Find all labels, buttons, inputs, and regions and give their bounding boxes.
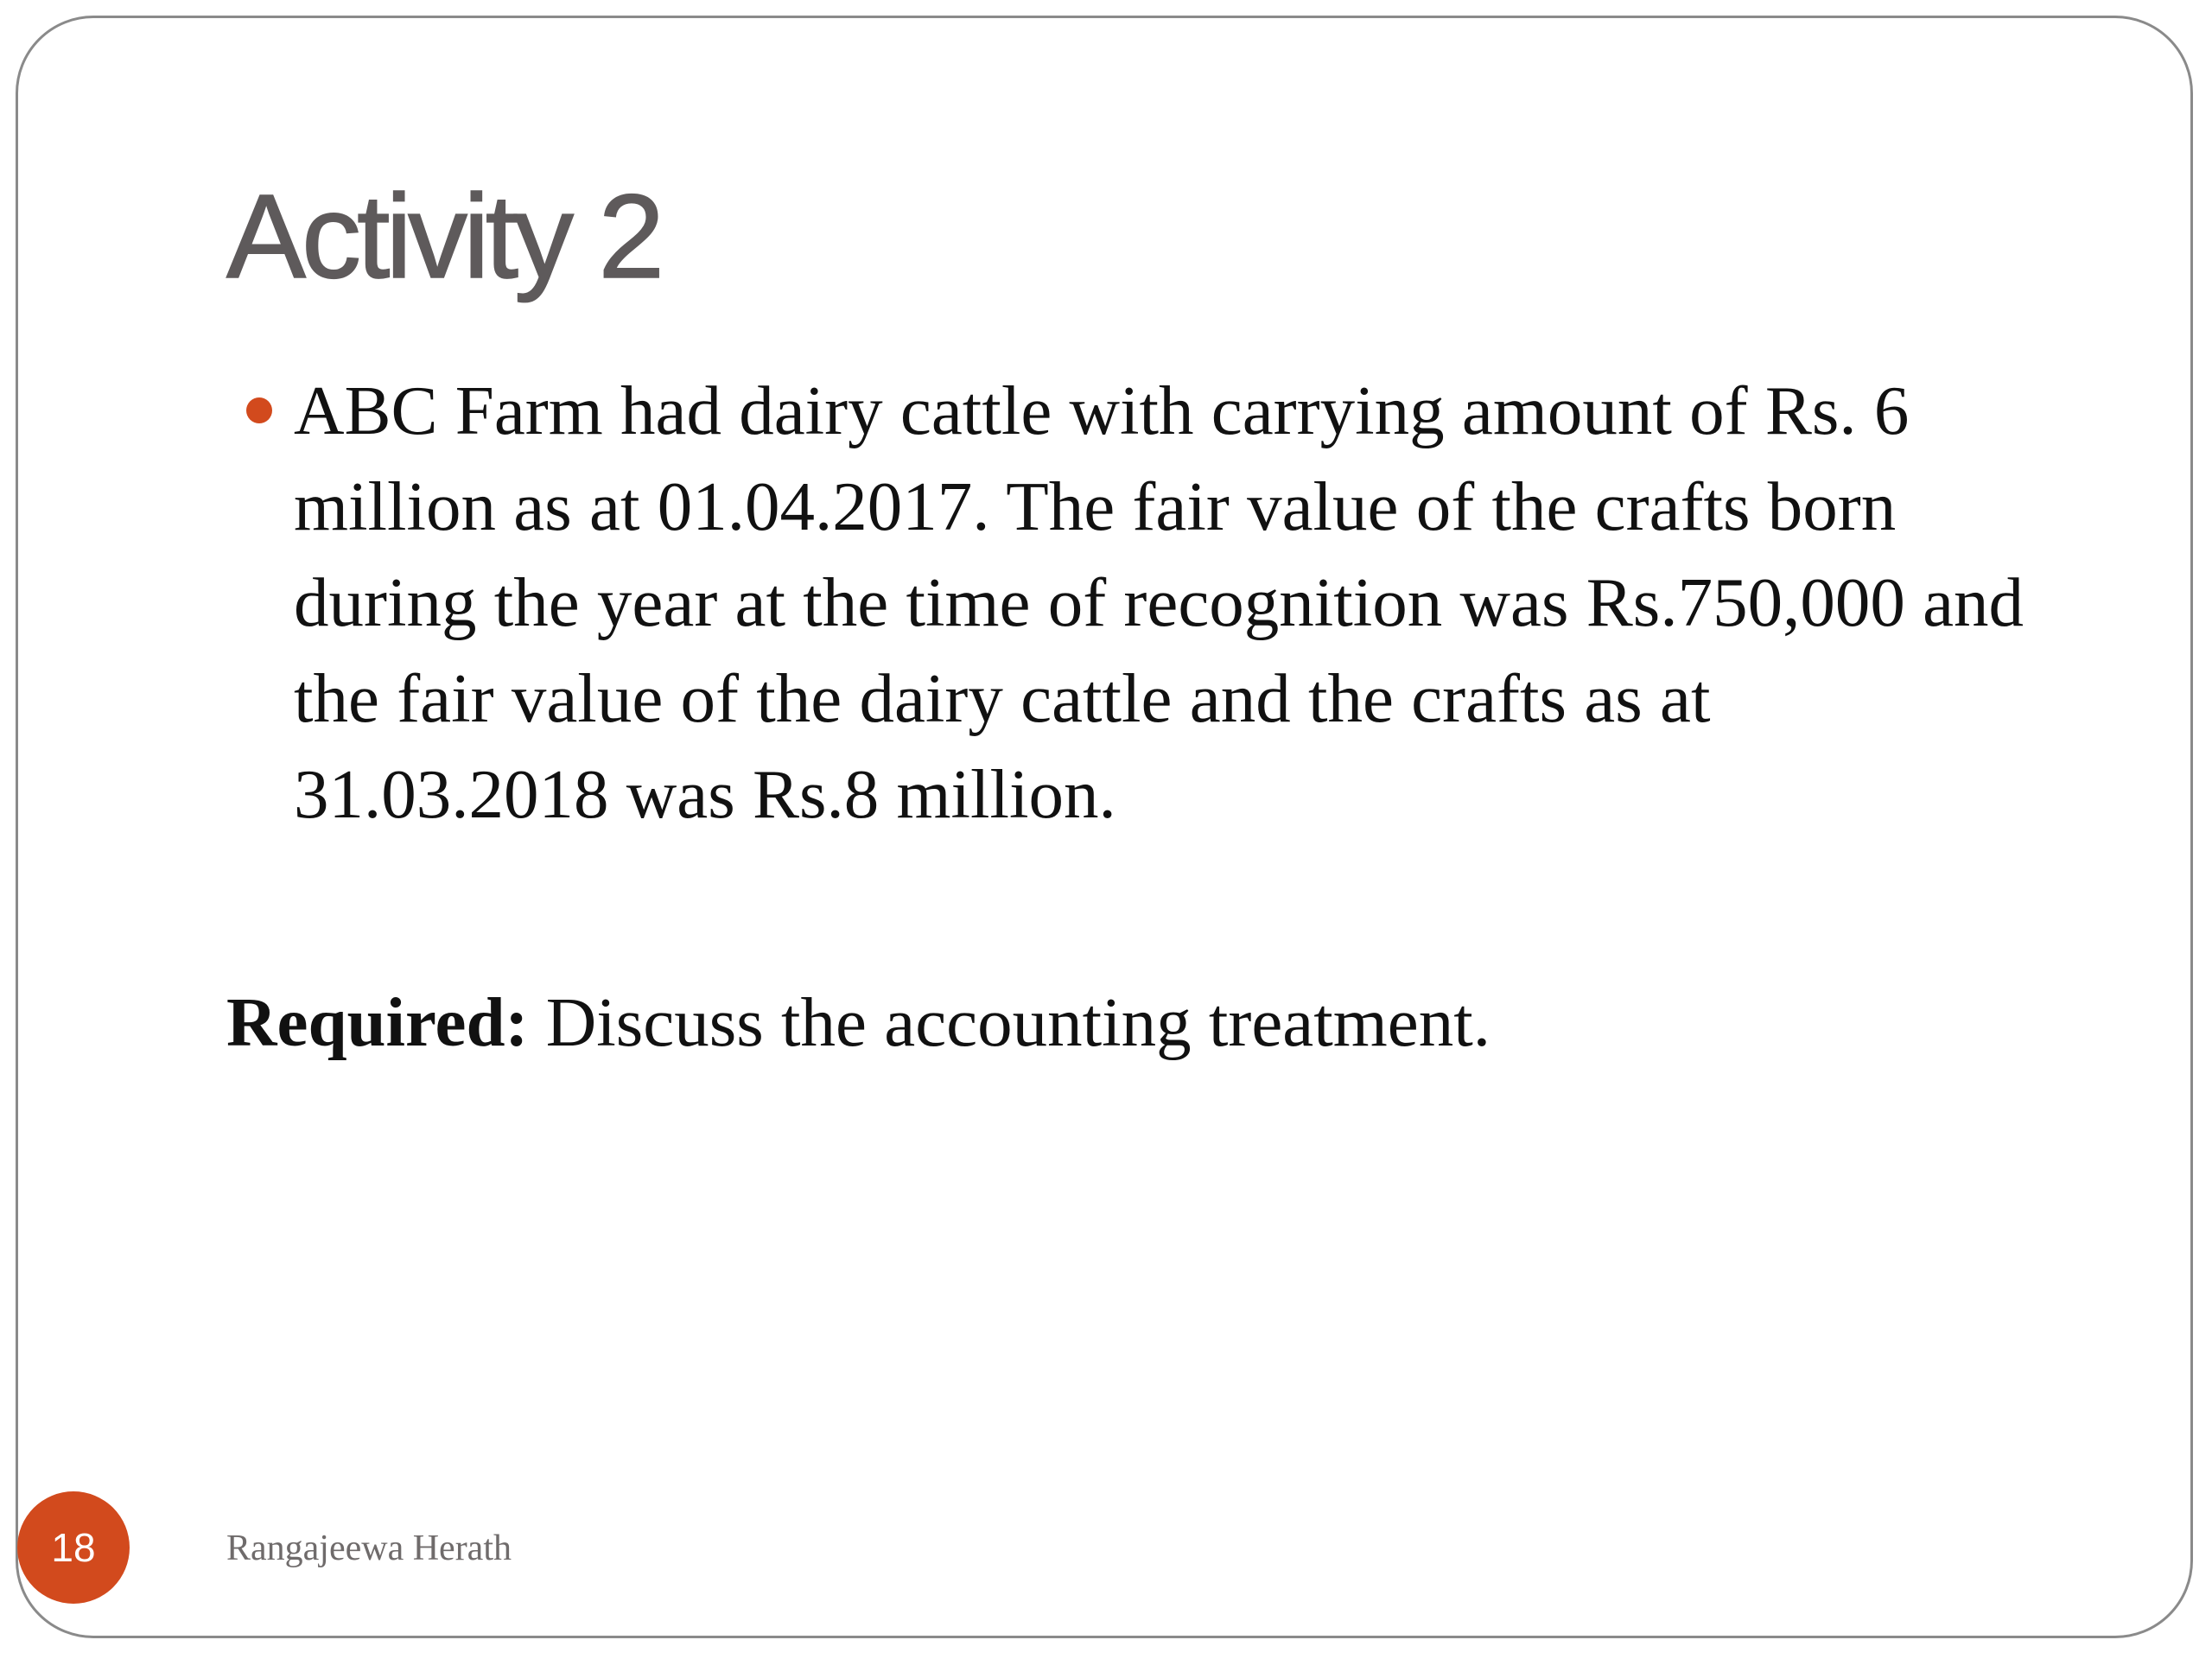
page-number-badge: 18	[17, 1491, 130, 1604]
required-text: Discuss the accounting treatment.	[528, 983, 1491, 1061]
slide-title: Activity 2	[226, 170, 661, 303]
footer-author: Rangajeewa Herath	[226, 1529, 512, 1568]
required-label: Required:	[226, 983, 529, 1061]
bullet-text: ABC Farm had dairy cattle with carrying amount of Rs. 6 million as at 01.04.2017. The fair value of the crafts born during the year at the time of recognition was Rs.750,000 and the fair value of the dairy cattle and the crafts as at 31.03.2018 was Rs.8 million.	[294, 372, 2024, 833]
required-statement	[226, 975, 1491, 1071]
bullet-dot-icon	[246, 397, 272, 423]
